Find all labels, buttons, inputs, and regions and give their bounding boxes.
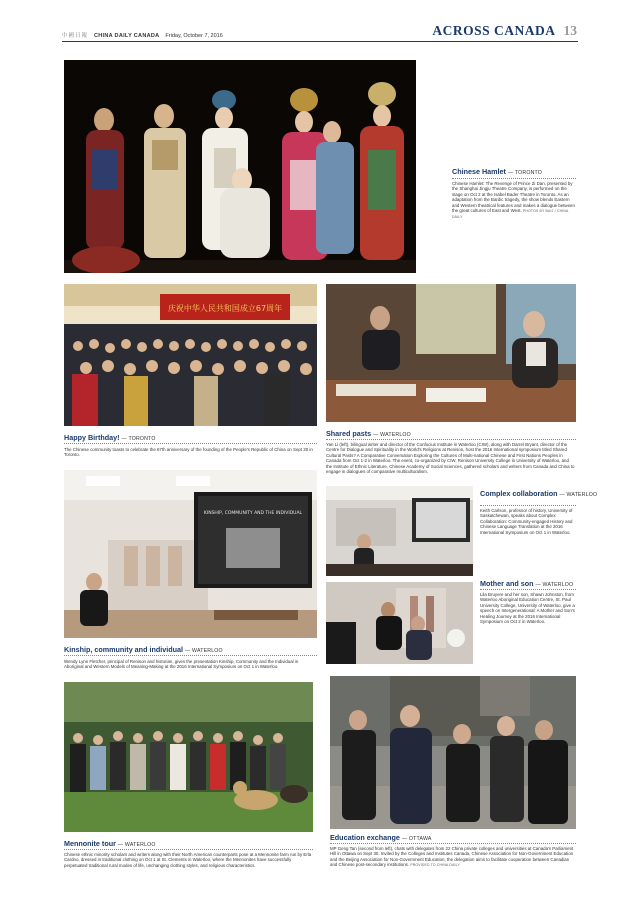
- hamlet-caption-body: [452, 181, 576, 221]
- kinship-body: Wendy Lynn Fletcher, principal of Renison and historian, gives the presentation Kinship, Community and the Individual in Aboriginal and Western Models of Meaning-Making at the 2016 International Symposium on Oct 1 in Waterloo.: [64, 659, 299, 670]
- shared-caption-title: [326, 429, 411, 438]
- mennonite-caption-rule: [64, 849, 313, 850]
- education-photo: [330, 676, 576, 829]
- complex-caption-body: [480, 508, 576, 535]
- education-caption-rule: [330, 843, 576, 844]
- education-caption-body: [330, 846, 576, 869]
- shared-body: Yan Li (left), bilingual writer and director of the Confucius Institute in Waterloo (CIW), along with Darrel Bryant, director of the Centre for Dialogue and Spirituality in the World's Religions at Renison, host the 2016 International symposium titled Shared Cultural Pasts? A Comparative Conversation Exploring the Cultures of Multi-national Chinese and First Nations Peoples in Canada from Oct 1-2 in Waterloo. The event, co-organized by CIW, Renison University College in University of Waterloo, and the Institute of Ethnic Literature, Chinese Academy of Social Sciences, gathered scholars and writers from Canada and China to engage in dialogues of comparative multiculturalism.: [326, 442, 575, 475]
- mennonite-body: Chinese ethnic minority scholars and writers along with their North American counterparts pose at a Mennonite farm run by Erla Cardno, dressed in traditional clothing on Oct 1 at St. Clements in Waterloo, where the Mennonites have successfully perpetuated traditional rural modes of life, unchanging clothing styles, and religious characteristics.: [64, 852, 312, 868]
- hamlet-body: Chinese Hamlet: The Revenge of Prince Zi Dan, presented by the Shanghai Jingju Theatre Company, is performed on the stage on Oct 2 at the Isabel Bader Theatre in Toronto. As an adaptation from the Bardic tragedy, the show blends Eastern and Western theatrical features and makes a dialogue between the great cultures of East and West.: [452, 181, 575, 214]
- birthday-photo: [64, 284, 317, 426]
- birthday-caption-title: [64, 433, 156, 442]
- mother-body: Lila Bruyere and her son, Shawn Johnston, from Waterloo Aboriginal Education Centre, St. Paul University College, University of Waterloo, give a speech on Intergenerational: A Mother and Son's Healing Journey at the 2016 International Symposium on Oct 2 in Waterloo.: [480, 592, 575, 625]
- masthead-date: Friday, October 7, 2016: [165, 33, 223, 39]
- birthday-body: The Chinese community toasts to celebrate the 67th anniversary of the founding of the People's Republic of China on Sept 30 in Toronto.: [64, 447, 313, 458]
- kinship-photo: [64, 470, 317, 638]
- complex-location: — WATERLOO: [559, 492, 598, 498]
- mother-caption-body: [480, 592, 576, 624]
- birthday-banner-text: 庆祝中华人民共和国成立67周年: [167, 304, 283, 313]
- hamlet-title: Chinese Hamlet: [452, 167, 506, 176]
- education-location: — OTTAWA: [401, 836, 432, 842]
- mennonite-caption-title: [64, 839, 156, 848]
- kinship-caption-rule: [64, 655, 317, 656]
- kinship-slide-title: KINSHIP, COMMUNITY AND THE INDIVIDUAL: [203, 511, 303, 516]
- shared-caption-rule: [326, 439, 576, 440]
- masthead-chinese: 中國日報: [62, 33, 89, 39]
- masthead-left: [62, 31, 223, 39]
- mennonite-location: — WATERLOO: [117, 842, 156, 848]
- complex-photo: [326, 486, 473, 576]
- mother-title: Mother and son: [480, 579, 534, 588]
- shared-caption-body: [326, 442, 576, 474]
- mennonite-photo: [64, 682, 313, 832]
- masthead-paper-name: CHINA DAILY CANADA: [94, 33, 160, 39]
- birthday-caption-body: [64, 447, 317, 458]
- mother-photo: [326, 582, 473, 664]
- birthday-title: Happy Birthday!: [64, 433, 120, 442]
- kinship-title: Kinship, community and individual: [64, 645, 184, 654]
- birthday-location: — TORONTO: [121, 436, 156, 442]
- education-title: Education exchange: [330, 833, 400, 842]
- section-name: ACROSS CANADA: [432, 23, 556, 38]
- mennonite-title: Mennonite tour: [64, 839, 116, 848]
- mother-caption-title: [480, 579, 573, 588]
- mennonite-caption-body: [64, 852, 313, 868]
- shared-location: — WATERLOO: [373, 432, 411, 438]
- kinship-caption-body: [64, 659, 317, 670]
- mother-caption-rule: [480, 589, 576, 590]
- mother-location: — WATERLOO: [535, 582, 574, 588]
- shared-photo: [326, 284, 576, 422]
- hamlet-caption-title: [452, 167, 542, 176]
- page-number: 13: [563, 23, 577, 38]
- hamlet-credit: PHOTOS BY BAIJ / CHINA DAILY: [452, 209, 569, 220]
- shared-title: Shared pasts: [326, 429, 372, 438]
- kinship-location: — WATERLOO: [185, 648, 223, 654]
- complex-title: Complex collaboration: [480, 489, 558, 498]
- education-credit: PROVIDED TO CHINA DAILY: [410, 863, 460, 868]
- masthead-rule: [62, 41, 578, 42]
- masthead-right: [432, 22, 577, 40]
- complex-caption-rule: [480, 505, 576, 506]
- hamlet-photo: [64, 60, 416, 273]
- complex-body: Keith Carlson, professor of history, University of Saskatchewan, speaks about Complex Collaboration: Community-engaged History and Chinese Language Translation at the 2016 International Symposium on Oct 1 in Waterloo.: [480, 508, 573, 535]
- hamlet-caption-rule: [452, 178, 576, 179]
- birthday-caption-rule: [64, 443, 317, 444]
- education-body: MP Geng Tan (second from left), chats with delegates from 22 China private colleges and universities at Canada's Parliament Hill in Ottawa on Sept 30. Invited by the Colleges and Institutes Canada, Chinese Association for Non-Government Education and the Beijing Association for Non-Government Education, the delegation aims to facilitate cooperation between Canadian and Chinese post-secondary institutions.: [330, 846, 574, 868]
- kinship-caption-title: [64, 645, 223, 654]
- education-caption-title: [330, 833, 432, 842]
- complex-caption-title: [480, 489, 597, 498]
- hamlet-location: — TORONTO: [507, 170, 543, 176]
